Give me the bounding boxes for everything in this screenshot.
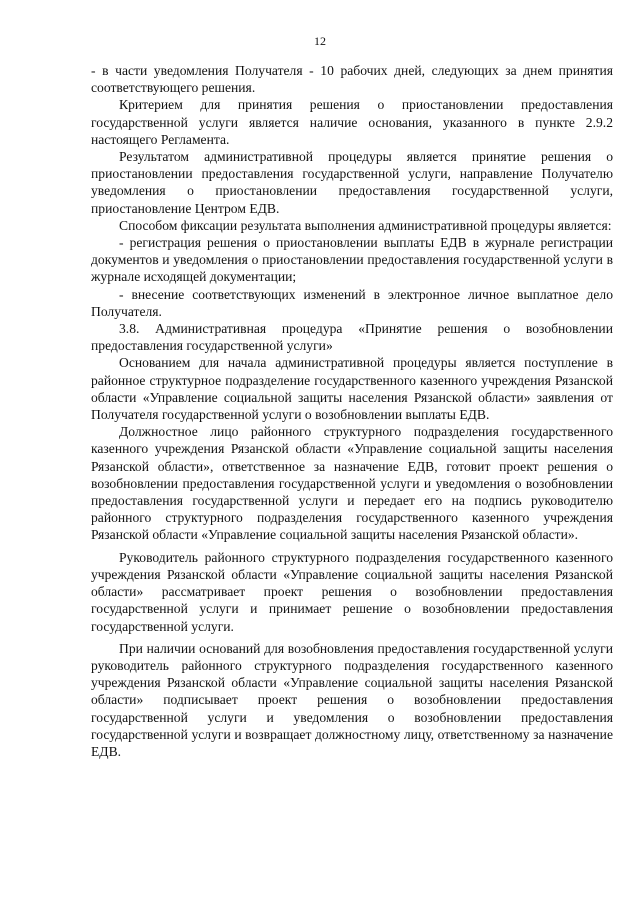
paragraph-suspension-criterion: Критерием для принятия решения о приостановлении предоставления государственной услуги является наличие основания, указанного в пункте 2.9.2 настоящего Регламента. xyxy=(91,97,613,147)
paragraph-head-reviews-draft: Руководитель районного структурного подразделения государственного казенного учреждения Рязанской области «Управление социальной защиты населения Рязанской области» рассматривает проект решения о возобновлении предоставления государственной услуги и принимает решение о возобновлении предоставления государственной услуги. xyxy=(91,549,613,634)
paragraph-notification-deadline: - в части уведомления Получателя - 10 рабочих дней, следующих за днем принятия соответствующего решения. xyxy=(91,63,613,96)
section-heading-3-8: 3.8. Административная процедура «Принятие решения о возобновлении предоставления государственной услуги» xyxy=(91,321,613,354)
document-body xyxy=(91,62,613,760)
paragraph-official-prepares-draft: Должностное лицо районного структурного подразделения государственного казенного учреждения Рязанской области «Управление социальной защиты населения Рязанской области», ответственное за назначение ЕДВ, готовит проект решения о возобновлении предоставления государственной услуги и уведомления о возобновлении предоставления государственной услуги и передает его на подпись руководителю районного структурного подразделения государственного казенного учреждения Рязанской области «Управление социальной защиты населения Рязанской области». xyxy=(91,424,613,543)
paragraph-suspension-result: Результатом административной процедуры является принятие решения о приостановлении предоставления государственной услуги, направление Получателю уведомления о приостановлении предоставления государственной услуги, приостановление Центром ЕДВ. xyxy=(91,149,613,216)
paragraph-fixation-method: Способом фиксации результата выполнения административной процедуры является: xyxy=(119,217,612,233)
page-number: 12 xyxy=(314,34,326,48)
paragraph-changes-item: - внесение соответствующих изменений в электронное личное выплатное дело Получателя. xyxy=(91,286,613,319)
paragraph-registration-item: - регистрация решения о приостановлении выплаты ЕДВ в журнале регистрации документов и уведомления о приостановлении предоставления государственной услуги в журнале исходящей документации; xyxy=(91,235,613,285)
paragraph-resumption-basis: Основанием для начала административной процедуры является поступление в районное структурное подразделение государственного казенного учреждения Рязанской области «Управление социальной защиты населения Рязанской области» заявления от Получателя государственной услуги о возобновлении выплаты ЕДВ. xyxy=(91,355,613,423)
paragraph-head-signs-decision: При наличии оснований для возобновления предоставления государственной услуги руководитель районного структурного подразделения государственного казенного учреждения Рязанской области «Управление социальной защиты населения Рязанской области» подписывает проект решения о возобновлении предоставления государственной услуги и уведомления о возобновлении предоставления государственной услуги и возвращает должностному лицу, ответственному за назначение ЕДВ. xyxy=(91,640,613,759)
